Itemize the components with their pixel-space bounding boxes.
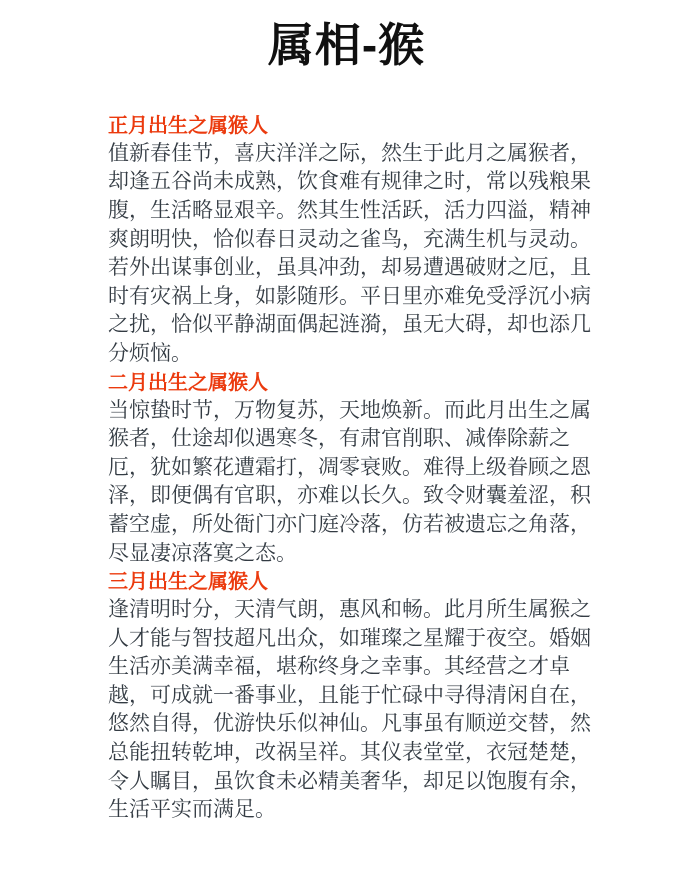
section-heading-month-3: 三月出生之属猴人 <box>108 571 268 594</box>
section-body-month-1: 值新春佳节，喜庆洋洋之际，然生于此月之属猴者，却逢五谷尚未成熟，饮食难有规律之时，常以残粮果腹，生活略显艰辛。然其生性活跃，活力四溢，精神爽朗明快，恰似春日灵动之雀鸟，充满生机与灵动。若外出谋事创业，虽具冲劲，却易遭遇破财之厄，且时有灾祸上身，如影随形。平日里亦难免受浮沉小病之扰，恰似平静湖面偶起涟漪，虽无大碍，却也添几分烦恼。 <box>108 141 591 365</box>
section-month-1 <box>108 112 593 369</box>
section-month-3 <box>108 568 593 825</box>
section-body-month-3: 逢清明时分，天清气朗，惠风和畅。此月所生属猴之人才能与智技超凡出众，如璀璨之星耀于夜空。婚姻生活亦美满幸福，堪称终身之幸事。其经营之才卓越，可成就一番事业，且能于忙碌中寻得清闲自在，悠然自得，优游快乐似神仙。凡事虽有顺逆交替，然总能扭转乾坤，改祸呈祥。其仪表堂堂，衣冠楚楚，令人瞩目，虽饮食未必精美奢华，却足以饱腹有余，生活平实而满足。 <box>108 598 591 822</box>
page-title: 属相-猴 <box>267 19 426 71</box>
section-heading-month-2: 二月出生之属猴人 <box>108 371 268 394</box>
article-content <box>0 112 693 825</box>
section-heading-month-1: 正月出生之属猴人 <box>108 114 268 137</box>
section-body-month-2: 当惊蛰时节，万物复苏，天地焕新。而此月出生之属猴者，仕途却似遇寒冬，有肃官削职、减俸除薪之厄，犹如繁花遭霜打，凋零衰败。难得上级眷顾之恩泽，即便偶有官职，亦难以长久。致令财囊羞涩，积蓄空虚，所处衙门亦门庭冷落，仿若被遗忘之角落，尽显凄凉落寞之态。 <box>108 398 591 565</box>
section-month-2 <box>108 369 593 569</box>
